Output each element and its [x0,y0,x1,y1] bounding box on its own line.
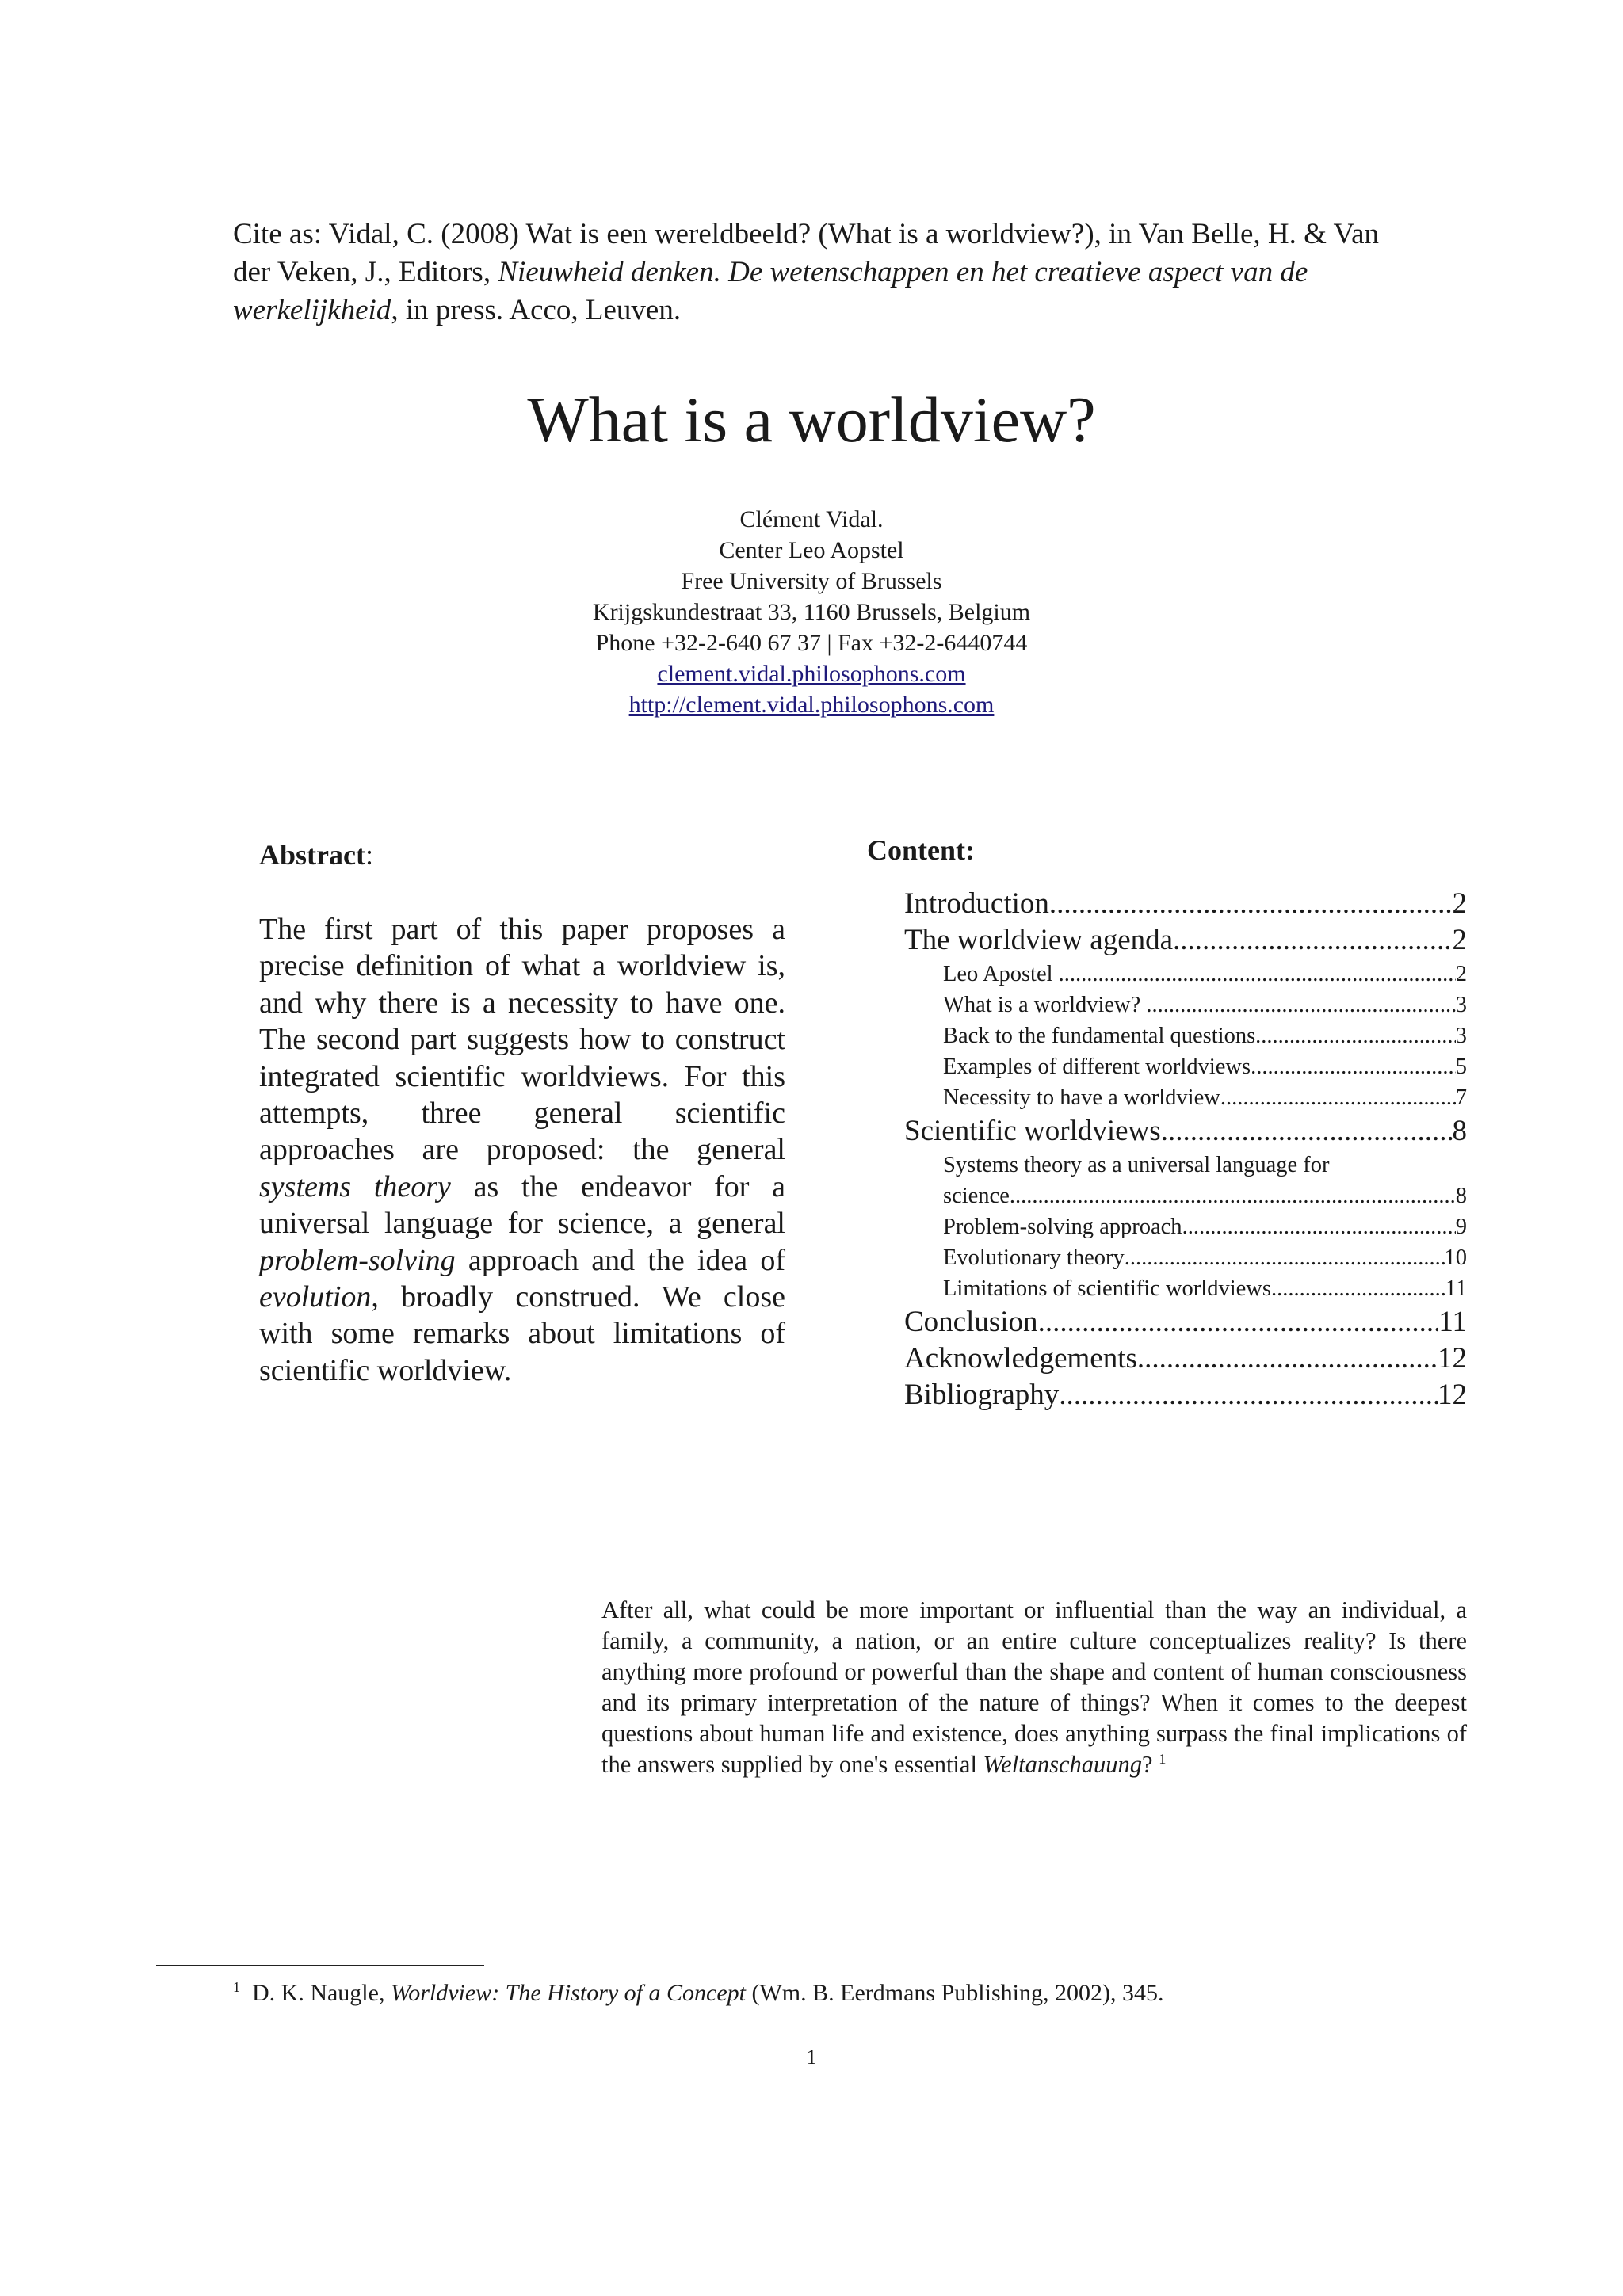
epigraph-term: Weltanschauung [983,1751,1143,1778]
contents-heading: Content: [867,834,975,866]
footnote-marker: 1 [233,1979,240,1995]
footnote: $^1$ D. K. Naugle, Worldview: The History of a Concept (Wm. B. Eerdmans Publishing, 2002), 345. [233,1979,1164,2006]
emphasis-systems-theory: systems theory [259,1169,451,1203]
toc-item-scientific-worldviews[interactable]: Scientific worldviews ..... 8 [904,1113,1467,1150]
toc-item-examples-worldviews[interactable]: Examples of different worldviews ..... 5 [904,1051,1467,1082]
toc-item-limitations[interactable]: Limitations of scientific worldviews ..... 11 [904,1273,1467,1304]
toc-item-acknowledgements[interactable]: Acknowledgements ..... 12 [904,1341,1467,1377]
footnote-separator [156,1965,484,1966]
author-university: Free University of Brussels [681,568,942,594]
citation-book-title: Nieuwheid denken. De wetenschappen en het creatieve aspect van de werkelijkheid [233,256,1308,326]
toc-item-systems-theory-line2[interactable]: science ..... 8 [904,1180,1467,1211]
page-number: 1 [806,2046,817,2069]
website-link[interactable]: http://clement.vidal.philosophons.com [628,692,995,718]
toc-item-leo-apostel[interactable]: Leo Apostel ..... 2 [904,959,1467,990]
toc-item-what-is-a-worldview[interactable]: What is a worldview? ..... 3 [904,990,1467,1020]
footnote-reference[interactable]: 1 [1159,1750,1167,1767]
author-affiliation: Center Leo Aopstel [719,537,904,563]
emphasis-evolution: evolution [259,1280,372,1314]
author-name: Clément Vidal. [739,506,884,532]
epigraph-quote: After all, what could be more important or influential than the way an individual, a family, a community, a nation, or an entire culture conceptualizes reality? Is there anything more profound or powerful than the shape and content of human consciousness and its primary interpretation of the nature of things? When it comes to the deepest questions about human life and existence, does anything surpass the final implications of the answers supplied by one's essential Weltanschauung? $^1$ [601,1596,1467,1778]
emphasis-problem-solving: problem-solving [259,1243,456,1277]
toc-item-necessity-worldview[interactable]: Necessity to have a worldview ..... 7 [904,1082,1467,1113]
toc-item-fundamental-questions[interactable]: Back to the fundamental questions ..... 3 [904,1020,1467,1051]
toc-item-introduction[interactable]: Introduction ..... 2 [904,886,1467,922]
toc-item-problem-solving[interactable]: Problem-solving approach ..... 9 [904,1211,1467,1242]
toc-item-evolutionary-theory[interactable]: Evolutionary theory ..... 10 [904,1242,1467,1273]
toc-item-bibliography[interactable]: Bibliography ..... 12 [904,1377,1467,1413]
citation-prefix: Cite as: Vidal, C. (2008) Wat is een wereldbeeld? (What is a worldview?), in Van Belle, H. & Van der Veken, J., Editors, [233,218,1380,288]
footnote-book-title: Worldview: The History of a Concept [390,1980,746,2006]
author-block [0,504,1623,720]
email-link[interactable]: clement.vidal.philosophons.com [657,661,966,687]
toc-item-conclusion[interactable]: Conclusion ..... 11 [904,1304,1467,1341]
citation [233,215,1390,330]
paper-title: What is a worldview? [527,383,1096,456]
table-of-contents [904,886,1467,1413]
abstract-text: The first part of this paper proposes a precise definition of what a worldview is, and why there is a necessity to have one. The second part suggests how to construct integrated scientific worldviews. For this attempts, three general scientific approaches are proposed: the general systems theory as the endeavor for a universal language for science, a general problem-solving approach and the idea of evolution, broadly construed. We close with some remarks about limitations of scientific worldview. [259,913,785,1387]
author-phone-fax: Phone +32-2-640 67 37 | Fax +32-2-6440744 [595,630,1028,656]
abstract-heading: Abstract: [259,839,373,871]
toc-item-systems-theory-line1[interactable]: Systems theory as a universal language for [943,1153,1330,1177]
toc-item-worldview-agenda[interactable]: The worldview agenda ..... 2 [904,922,1467,959]
citation-suffix: , in press. Acco, Leuven. [391,294,682,326]
author-address: Krijgskundestraat 33, 1160 Brussels, Belgium [592,599,1031,625]
